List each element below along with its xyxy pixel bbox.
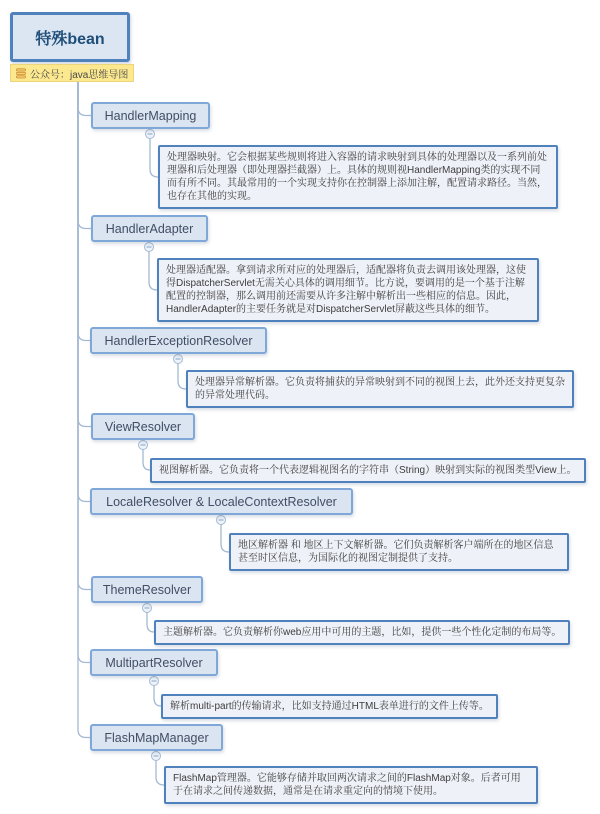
topic-node-viewresolver[interactable] xyxy=(91,413,195,440)
desc-node-flashmapmanager[interactable] xyxy=(164,766,538,804)
desc-text: 主题解析器。它负责解析你web应用中可用的主题，比如，提供一些个性化定制的布局等。 xyxy=(163,627,562,638)
topic-label: HandlerMapping xyxy=(104,108,197,123)
desc-node-themeresolver[interactable] xyxy=(154,620,570,645)
connector-line xyxy=(78,82,91,229)
desc-node-handleradapter[interactable] xyxy=(157,258,539,322)
collapse-button[interactable] xyxy=(174,355,183,364)
topic-node-handlerexceptionresolver[interactable] xyxy=(90,327,267,354)
topic-node-localeresolver[interactable] xyxy=(90,488,353,515)
topic-label: MultipartResolver xyxy=(105,655,203,670)
topic-label: HandlerExceptionResolver xyxy=(104,333,253,348)
collapse-button[interactable] xyxy=(150,677,159,686)
desc-text: 处理器适配器。拿到请求所对应的处理器后，适配器将负责去调用该处理器，这使得DispatcherServlet无需关心具体的调用细节。比方说，要调用的是一个基于注解配置的控制器，那么调用前还需要从许多注解中解析出一些相应的信息。因此，HandlerAdapter的主要任务就是对DispatcherServlet屏蔽这些具体的细节。 xyxy=(166,265,526,315)
watermark-tag xyxy=(10,64,134,82)
connector-line xyxy=(78,82,90,341)
root-title: 特殊bean xyxy=(35,30,105,48)
connector-line xyxy=(78,82,90,663)
topic-label: LocaleResolver & LocaleContextResolver xyxy=(106,494,337,509)
collapse-button[interactable] xyxy=(145,243,154,252)
watermark-text: 公众号：java思维导图 xyxy=(30,69,129,81)
topic-node-multipartresolver[interactable] xyxy=(90,649,218,676)
connector-line xyxy=(78,82,91,427)
topic-label: ViewResolver xyxy=(104,419,182,434)
topic-node-handlermapping[interactable] xyxy=(91,102,210,129)
trunk-connectors xyxy=(78,82,91,738)
topic-node-themeresolver[interactable] xyxy=(91,576,203,603)
collapse-button[interactable] xyxy=(146,130,155,139)
desc-node-multipartresolver[interactable] xyxy=(161,694,498,719)
collapse-button[interactable] xyxy=(217,516,226,525)
collapse-button[interactable] xyxy=(152,752,161,761)
connector-line xyxy=(78,82,90,738)
desc-text: 视图解析器。它负责将一个代表逻辑视图名的字符串（String）映射到实际的视图类型View上。 xyxy=(159,465,577,476)
desc-text: 解析multi-part的传输请求，比如支持通过HTML表单进行的文件上传等。 xyxy=(170,701,489,712)
root-node[interactable] xyxy=(10,12,130,62)
desc-node-handlerexceptionresolver[interactable] xyxy=(186,370,574,408)
desc-node-handlermapping[interactable] xyxy=(158,145,558,209)
list-icon xyxy=(16,68,26,79)
desc-node-localeresolver[interactable] xyxy=(229,533,569,571)
connector-line xyxy=(78,82,90,502)
desc-text: 处理器映射。它会根据某些规则将进入容器的请求映射到具体的处理器以及一系列前处理器和后处理器（即处理器拦截器）上。具体的规则视HandlerMapping类的实现不同而有所不同。其最常用的一个实现支持你在控制器上添加注解，配置请求路径。当然，也存在其他的实现。 xyxy=(167,152,547,202)
connector-line xyxy=(78,82,91,116)
desc-text: FlashMap管理器。它能够存储并取回两次请求之间的FlashMap对象。后者可用于在请求之间传递数据，通常是在请求重定向的情境下使用。 xyxy=(173,773,521,797)
desc-text: 处理器异常解析器。它负责将捕获的异常映射到不同的视图上去，此外还支持更复杂的异常处理代码。 xyxy=(195,377,565,401)
topic-label: FlashMapManager xyxy=(104,730,209,745)
desc-text: 地区解析器 和 地区上下文解析器。它们负责解析客户端所在的地区信息甚至时区信息，为国际化的视图定制提供了支持。 xyxy=(238,540,554,564)
topic-node-flashmapmanager[interactable] xyxy=(90,724,223,751)
desc-node-viewresolver[interactable] xyxy=(150,458,586,483)
collapse-button[interactable] xyxy=(139,441,148,450)
topic-label: ThemeResolver xyxy=(102,582,192,597)
collapse-button[interactable] xyxy=(143,604,152,613)
topic-label: HandlerAdapter xyxy=(105,221,194,236)
topic-node-handleradapter[interactable] xyxy=(91,215,208,242)
